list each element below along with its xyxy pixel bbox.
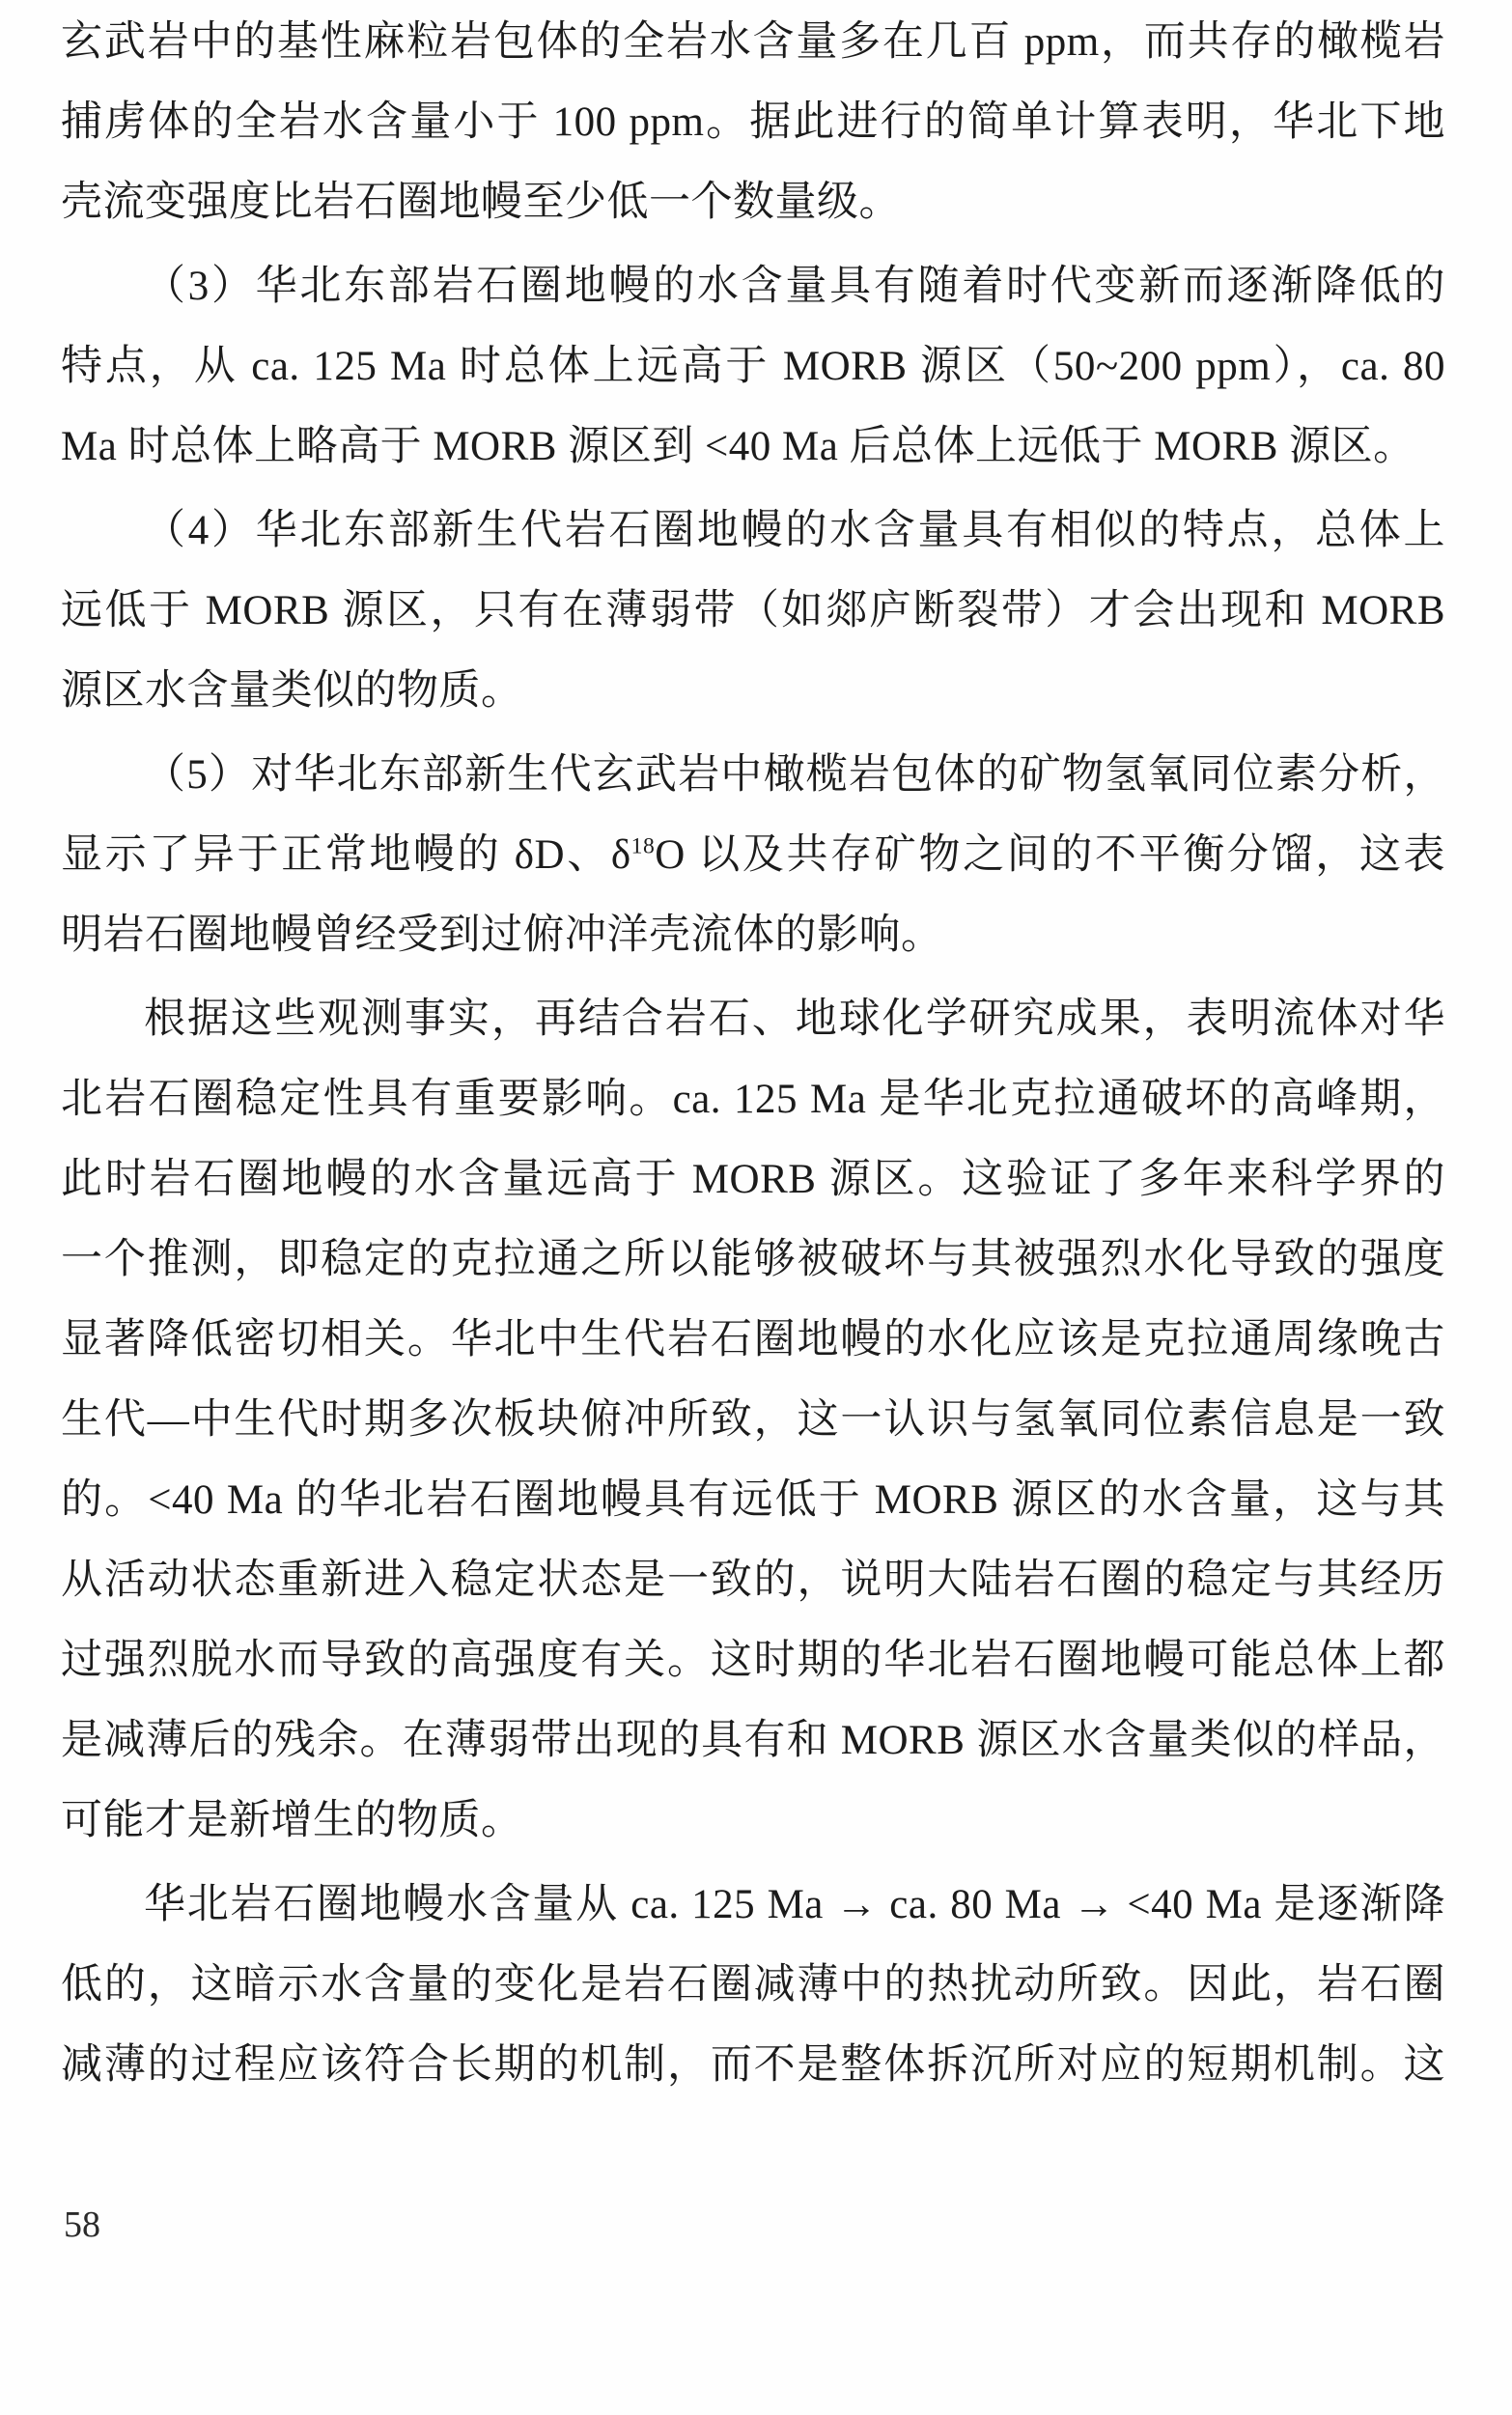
text-line: 源区水含量类似的物质。 [61, 668, 523, 714]
text-line: 可能才是新增生的物质。 [61, 1798, 523, 1843]
text-line: 此时岩石圈地幔的水含量远高于 MORB 源区。这验证了多年来科学界的 [61, 1157, 1445, 1202]
text-line: 特点，从 ca. 125 Ma 时总体上远高于 MORB 源区（50~200 ppm），ca. 80 [61, 344, 1445, 389]
paragraph [61, 246, 1445, 487]
paragraph [61, 1865, 1445, 2105]
text-line: 过强烈脱水而导致的高强度有关。这时期的华北岩石圈地幔可能总体上都 [61, 1638, 1445, 1683]
page-body [61, 2, 1445, 2109]
text-line: 生代—中生代时期多次板块俯冲所致，这一认识与氢氧同位素信息是一致 [61, 1397, 1445, 1443]
paragraph [61, 2, 1445, 242]
text-line: 壳流变强度比岩石圈地幔至少低一个数量级。 [61, 180, 901, 225]
text-line: 捕虏体的全岩水含量小于 100 ppm。据此进行的简单计算表明，华北下地 [61, 99, 1445, 145]
text-line: 北岩石圈稳定性具有重要影响。ca. 125 Ma 是华北克拉通破坏的高峰期， [61, 1077, 1445, 1122]
text-line: 低的，这暗示水含量的变化是岩石圈减薄中的热扰动所致。因此，岩石圈 [61, 1962, 1445, 2008]
paragraph [61, 491, 1445, 731]
text-line: 从活动状态重新进入稳定状态是一致的，说明大陆岩石圈的稳定与其经历 [61, 1558, 1445, 1603]
text-line: 华北岩石圈地幔水含量从 ca. 125 Ma → ca. 80 Ma → <40 Ma 是逐渐降 [144, 1882, 1445, 1927]
text-line: 是减薄后的残余。在薄弱带出现的具有和 MORB 源区水含量类似的样品， [61, 1718, 1445, 1763]
text-line: Ma 时总体上略高于 MORB 源区到 <40 Ma 后总体上远低于 MORB 源区。 [61, 424, 1415, 469]
text-line: （5）对华北东部新生代玄武岩中橄榄岩包体的矿物氢氧同位素分析， [144, 752, 1445, 798]
text-line: 玄武岩中的基性麻粒岩包体的全岩水含量多在几百 ppm，而共存的橄榄岩 [61, 19, 1445, 65]
page-number: 58 [64, 2204, 100, 2245]
text-line: （3）华北东部岩石圈地幔的水含量具有随着时代变新而逐渐降低的 [144, 264, 1445, 309]
text-line: 的。<40 Ma 的华北岩石圈地幔具有远低于 MORB 源区的水含量，这与其 [61, 1477, 1445, 1523]
text-line: 根据这些观测事实，再结合岩石、地球化学研究成果，表明流体对华 [144, 997, 1445, 1042]
superscript: 18 [630, 833, 656, 859]
text-line: 一个推测，即稳定的克拉通之所以能够被破坏与其被强烈水化导致的强度 [61, 1237, 1445, 1282]
text-line: 明岩石圈地幔曾经受到过俯冲洋壳流体的影响。 [61, 913, 943, 958]
paragraph [61, 735, 1445, 975]
text-line: 减薄的过程应该符合长期的机制，而不是整体拆沉所对应的短期机制。这 [61, 2042, 1445, 2088]
text-line: 显著降低密切相关。华北中生代岩石圈地幔的水化应该是克拉通周缘晚古 [61, 1317, 1445, 1362]
text-line: （4）华北东部新生代岩石圈地幔的水含量具有相似的特点，总体上 [144, 508, 1445, 553]
text-line: 远低于 MORB 源区，只有在薄弱带（如郯庐断裂带）才会出现和 MORB [61, 588, 1445, 633]
paragraph [61, 979, 1445, 1861]
text-line: 显示了异于正常地幔的 δD、$\delta^{18}O$ 以及共存矿物之间的不平衡分馏，这表 [61, 832, 1445, 878]
